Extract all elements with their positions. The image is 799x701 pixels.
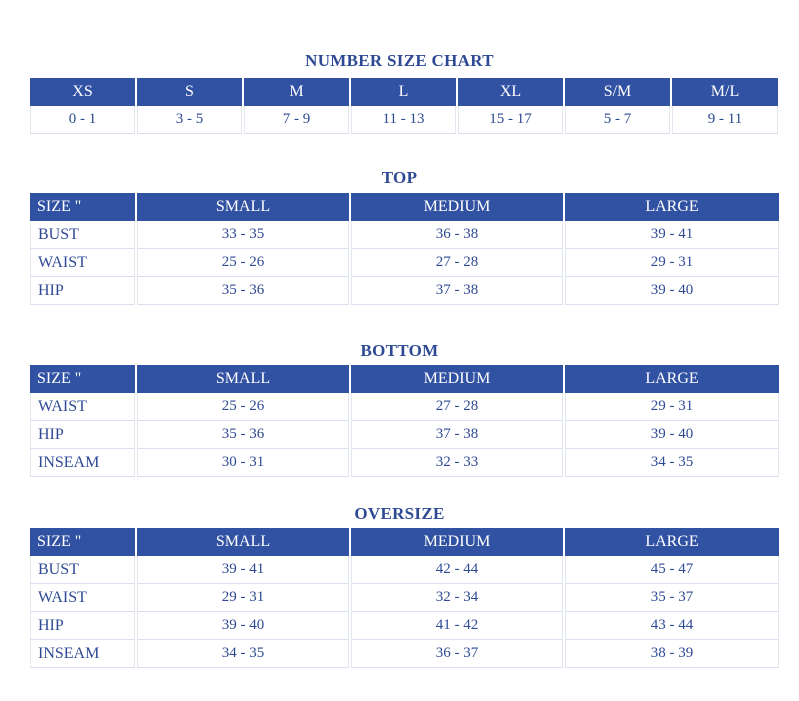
row-label: BUST — [30, 221, 135, 249]
header-cell-sm: S/M — [565, 78, 670, 106]
table-cell: 32 - 33 — [351, 449, 563, 477]
table-cell: 35 - 36 — [137, 277, 349, 305]
oversize-title: OVERSIZE — [354, 504, 445, 523]
header-cell-medium: MEDIUM — [351, 365, 563, 393]
row-label: WAIST — [30, 584, 135, 612]
table-cell: 36 - 38 — [351, 221, 563, 249]
table-row — [30, 249, 779, 277]
table-cell: 35 - 36 — [137, 421, 349, 449]
table-cell: 27 - 28 — [351, 249, 563, 277]
table-cell: 45 - 47 — [565, 556, 779, 584]
row-label: WAIST — [30, 249, 135, 277]
table-cell: 11 - 13 — [351, 106, 456, 134]
header-cell-xs: XS — [30, 78, 135, 106]
table-row — [30, 393, 779, 421]
table-row — [30, 612, 779, 640]
row-label: BUST — [30, 556, 135, 584]
table-cell: 32 - 34 — [351, 584, 563, 612]
table-cell: 33 - 35 — [137, 221, 349, 249]
table-row — [30, 640, 779, 668]
table-cell: 41 - 42 — [351, 612, 563, 640]
table-row — [30, 277, 779, 305]
row-label: HIP — [30, 421, 135, 449]
table-cell: 15 - 17 — [458, 106, 563, 134]
header-cell-m: M — [244, 78, 349, 106]
table-cell: 39 - 40 — [565, 277, 779, 305]
header-cell-xl: XL — [458, 78, 563, 106]
table-cell: 42 - 44 — [351, 556, 563, 584]
table-row — [30, 584, 779, 612]
table-cell: 39 - 41 — [137, 556, 349, 584]
table-cell: 39 - 41 — [565, 221, 779, 249]
table-cell: 0 - 1 — [30, 106, 135, 134]
table-cell: 5 - 7 — [565, 106, 670, 134]
oversize-size-table — [28, 528, 781, 668]
table-cell: 3 - 5 — [137, 106, 242, 134]
table-cell: 37 - 38 — [351, 421, 563, 449]
header-cell-small: SMALL — [137, 528, 349, 556]
table-cell: 34 - 35 — [565, 449, 779, 477]
table-cell: 27 - 28 — [351, 393, 563, 421]
table-header-row — [30, 365, 779, 393]
table-row — [30, 106, 778, 134]
bottom-title: BOTTOM — [360, 341, 439, 360]
table-cell: 38 - 39 — [565, 640, 779, 668]
header-cell-large: LARGE — [565, 528, 779, 556]
table-row — [30, 449, 779, 477]
table-row — [30, 556, 779, 584]
number-size-chart-title: NUMBER SIZE CHART — [305, 51, 494, 70]
table-header-row — [30, 528, 779, 556]
table-cell: 35 - 37 — [565, 584, 779, 612]
table-cell: 29 - 31 — [565, 393, 779, 421]
top-size-table — [28, 193, 781, 305]
table-cell: 9 - 11 — [672, 106, 778, 134]
table-header-row — [30, 193, 779, 221]
header-cell-size: SIZE " — [30, 365, 135, 393]
header-cell-large: LARGE — [565, 193, 779, 221]
number-size-table — [28, 78, 780, 134]
table-cell: 34 - 35 — [137, 640, 349, 668]
table-cell: 29 - 31 — [137, 584, 349, 612]
top-title: TOP — [381, 168, 418, 187]
header-cell-s: S — [137, 78, 242, 106]
table-cell: 43 - 44 — [565, 612, 779, 640]
table-cell: 37 - 38 — [351, 277, 563, 305]
table-cell: 36 - 37 — [351, 640, 563, 668]
header-cell-small: SMALL — [137, 365, 349, 393]
row-label: HIP — [30, 612, 135, 640]
header-cell-size: SIZE " — [30, 193, 135, 221]
table-cell: 39 - 40 — [137, 612, 349, 640]
header-cell-medium: MEDIUM — [351, 193, 563, 221]
table-cell: 25 - 26 — [137, 249, 349, 277]
table-cell: 29 - 31 — [565, 249, 779, 277]
row-label: WAIST — [30, 393, 135, 421]
header-cell-large: LARGE — [565, 365, 779, 393]
table-cell: 30 - 31 — [137, 449, 349, 477]
header-cell-size: SIZE " — [30, 528, 135, 556]
header-cell-ml: M/L — [672, 78, 778, 106]
table-cell: 25 - 26 — [137, 393, 349, 421]
header-cell-small: SMALL — [137, 193, 349, 221]
table-row — [30, 221, 779, 249]
table-header-row — [30, 78, 778, 106]
bottom-size-table — [28, 365, 781, 477]
row-label: INSEAM — [30, 449, 135, 477]
header-cell-medium: MEDIUM — [351, 528, 563, 556]
row-label: HIP — [30, 277, 135, 305]
table-cell: 39 - 40 — [565, 421, 779, 449]
row-label: INSEAM — [30, 640, 135, 668]
table-row — [30, 421, 779, 449]
table-cell: 7 - 9 — [244, 106, 349, 134]
header-cell-l: L — [351, 78, 456, 106]
